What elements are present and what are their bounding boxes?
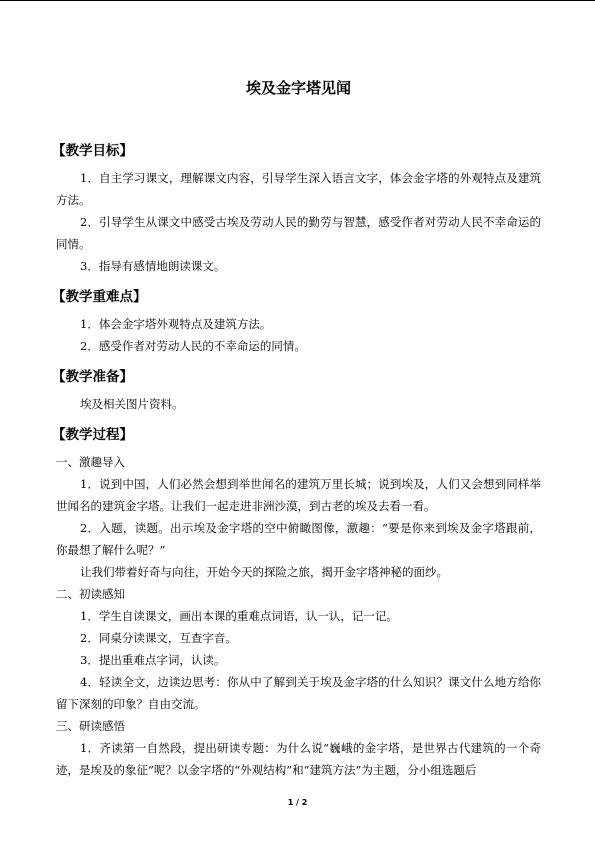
document-body (52, 78, 541, 781)
paragraph: 1．体会金字塔外观特点及建筑方法。 (80, 317, 272, 331)
paragraph: 埃及相关图片资料。 (80, 397, 184, 411)
paragraph: 让我们带着好奇与向往，开始今天的探险之旅，揭开金字塔神秘的面纱。 (80, 565, 448, 579)
subsection-title: 一、激趣导入 (56, 455, 125, 469)
page-number: 1 / 2 (287, 798, 308, 807)
section-heading: 【教学目标】 (52, 143, 133, 159)
section-heading: 【教学重难点】 (52, 289, 147, 305)
paragraph: 1．说到中国，人们必然会想到举世闻名的建筑万里长城；说到埃及，人们又会想到同样举世闻名的建筑金字塔。让我们一起走进非洲沙漠，到古老的埃及去看一看。 (56, 477, 541, 513)
paragraph: 2．引导学生从课文中感受古埃及劳动人民的勤劳与智慧，感受作者对劳动人民不幸命运的同情。 (56, 215, 541, 251)
section-key-points (52, 287, 541, 357)
section-process (52, 425, 541, 781)
paragraph: 2．同桌分读课文，互查字音。 (80, 631, 237, 645)
section-heading: 【教学过程】 (52, 427, 133, 443)
paragraph: 3．指导有感情地朗读课文。 (80, 259, 226, 273)
subsection-title: 二、初读感知 (56, 587, 125, 601)
paragraph: 1．自主学习课文，理解课文内容，引导学生深入语言文字，体会金字塔的外观特点及建筑方法。 (56, 171, 541, 207)
section-heading: 【教学准备】 (52, 369, 133, 385)
page-title: 埃及金字塔见闻 (245, 79, 351, 97)
paragraph: 1．齐读第一自然段，提出研读专题：为什么说“巍峨的金字塔，是世界古代建筑的一个奇迹，是埃及的象征”呢？以金字塔的“外观结构”和“建筑方法”为主题，分小组选题后 (56, 741, 541, 777)
paragraph: 2．入题，读题。出示埃及金字塔的空中俯瞰图像，激趣：“要是你来到埃及金字塔跟前，你最想了解什么呢？” (56, 521, 541, 557)
paragraph: 4．轻读全文，边读边思考：你从中了解到关于埃及金字塔的什么知识？课文什么地方给你留下深刻的印象？自由交流。 (56, 675, 541, 711)
paragraph: 3．提出重难点字词，认读。 (80, 653, 226, 667)
section-objectives (52, 141, 541, 277)
section-preparation (52, 367, 541, 415)
paragraph: 2．感受作者对劳动人民的不幸命运的同情。 (80, 339, 306, 353)
header-rule (0, 0, 595, 1)
paragraph: 1．学生自读课文，画出本课的重难点词语，认一认，记一记。 (80, 609, 398, 623)
subsection-title: 三、研读感悟 (56, 719, 125, 733)
